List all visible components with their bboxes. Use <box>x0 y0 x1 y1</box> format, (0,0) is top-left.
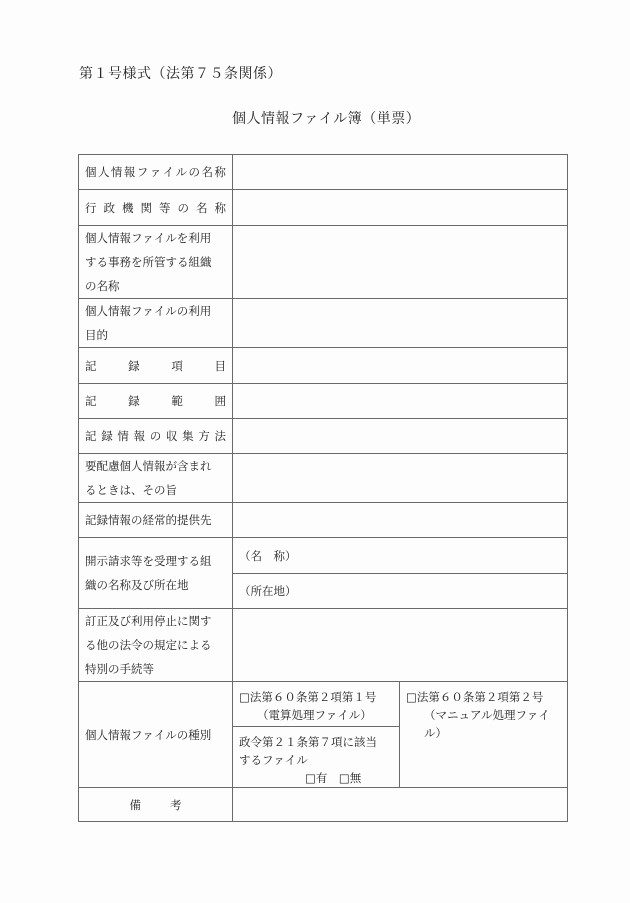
label-remarks: 備 考 <box>79 788 233 822</box>
label-special-procedures: 訂正及び利用停止に関す る他の法令の規定による 特別の手続等 <box>79 609 233 682</box>
row-disclosure-org-name <box>79 538 568 574</box>
row-sensitive-info <box>79 454 568 503</box>
value-file-name[interactable] <box>233 155 568 190</box>
value-regular-recipient[interactable] <box>233 503 568 538</box>
row-file-name <box>79 155 568 190</box>
label-record-scope: 記 録 範 囲 <box>79 384 233 419</box>
label-collection-method: 記 録 情 報 の 収 集 方 法 <box>79 419 233 454</box>
value-purpose[interactable] <box>233 299 568 348</box>
document-title: 個人情報ファイル簿（単票） <box>232 111 421 127</box>
file-register-table <box>78 154 568 822</box>
value-special-procedures[interactable] <box>233 609 568 682</box>
row-org-name <box>79 226 568 299</box>
value-disclosure-org-address[interactable]: （所在地） <box>233 574 568 609</box>
row-agency-name <box>79 190 568 226</box>
label-file-type: 個人情報ファイルの種別 <box>79 682 233 788</box>
label-regular-recipient: 記録情報の経常的提供先 <box>79 503 233 538</box>
value-agency-name[interactable] <box>233 190 568 226</box>
row-record-scope <box>79 384 568 419</box>
label-file-name: 個 人 情 報 フ ァ イ ル の 名 称 <box>79 155 233 190</box>
row-collection-method <box>79 419 568 454</box>
ordinance-checks <box>239 769 393 787</box>
value-org-name[interactable] <box>233 226 568 299</box>
row-regular-recipient <box>79 503 568 538</box>
option-manual-file[interactable]: □法第６０条第２項第２号 （マニュアル処理ファイル） <box>400 682 568 788</box>
value-sensitive-info[interactable] <box>233 454 568 503</box>
label-disclosure-org: 開示請求等を受理する組 織の名称及び所在地 <box>79 538 233 609</box>
value-remarks[interactable] <box>233 788 568 822</box>
value-collection-method[interactable] <box>233 419 568 454</box>
value-record-items[interactable] <box>233 348 568 384</box>
label-purpose: 個人情報ファイルの利用 目的 <box>79 299 233 348</box>
row-remarks <box>79 788 568 822</box>
option-computer-file[interactable]: □法第６０条第２項第１号 （電算処理ファイル） <box>233 682 400 727</box>
row-purpose <box>79 299 568 348</box>
label-record-items: 記 録 項 目 <box>79 348 233 384</box>
row-file-type <box>79 682 568 727</box>
label-sensitive-info: 要配慮個人情報が含まれ るときは、その旨 <box>79 454 233 503</box>
checkbox-no[interactable]: □無 <box>338 771 362 785</box>
label-org-name: 個人情報ファイルを利用 する事務を所管する組織 の名称 <box>79 226 233 299</box>
form-number: 第１号様式（法第７５条関係） <box>79 66 282 82</box>
row-special-procedures <box>79 609 568 682</box>
checkbox-yes[interactable]: □有 <box>305 771 328 785</box>
ordinance-cell: 政令第２１条第７項に該当 するファイル □有 □無 <box>233 727 400 788</box>
value-disclosure-org-name[interactable]: （名 称） <box>233 538 568 574</box>
row-record-items <box>79 348 568 384</box>
label-agency-name: 行 政 機 関 等 の 名 称 <box>79 190 233 226</box>
value-record-scope[interactable] <box>233 384 568 419</box>
